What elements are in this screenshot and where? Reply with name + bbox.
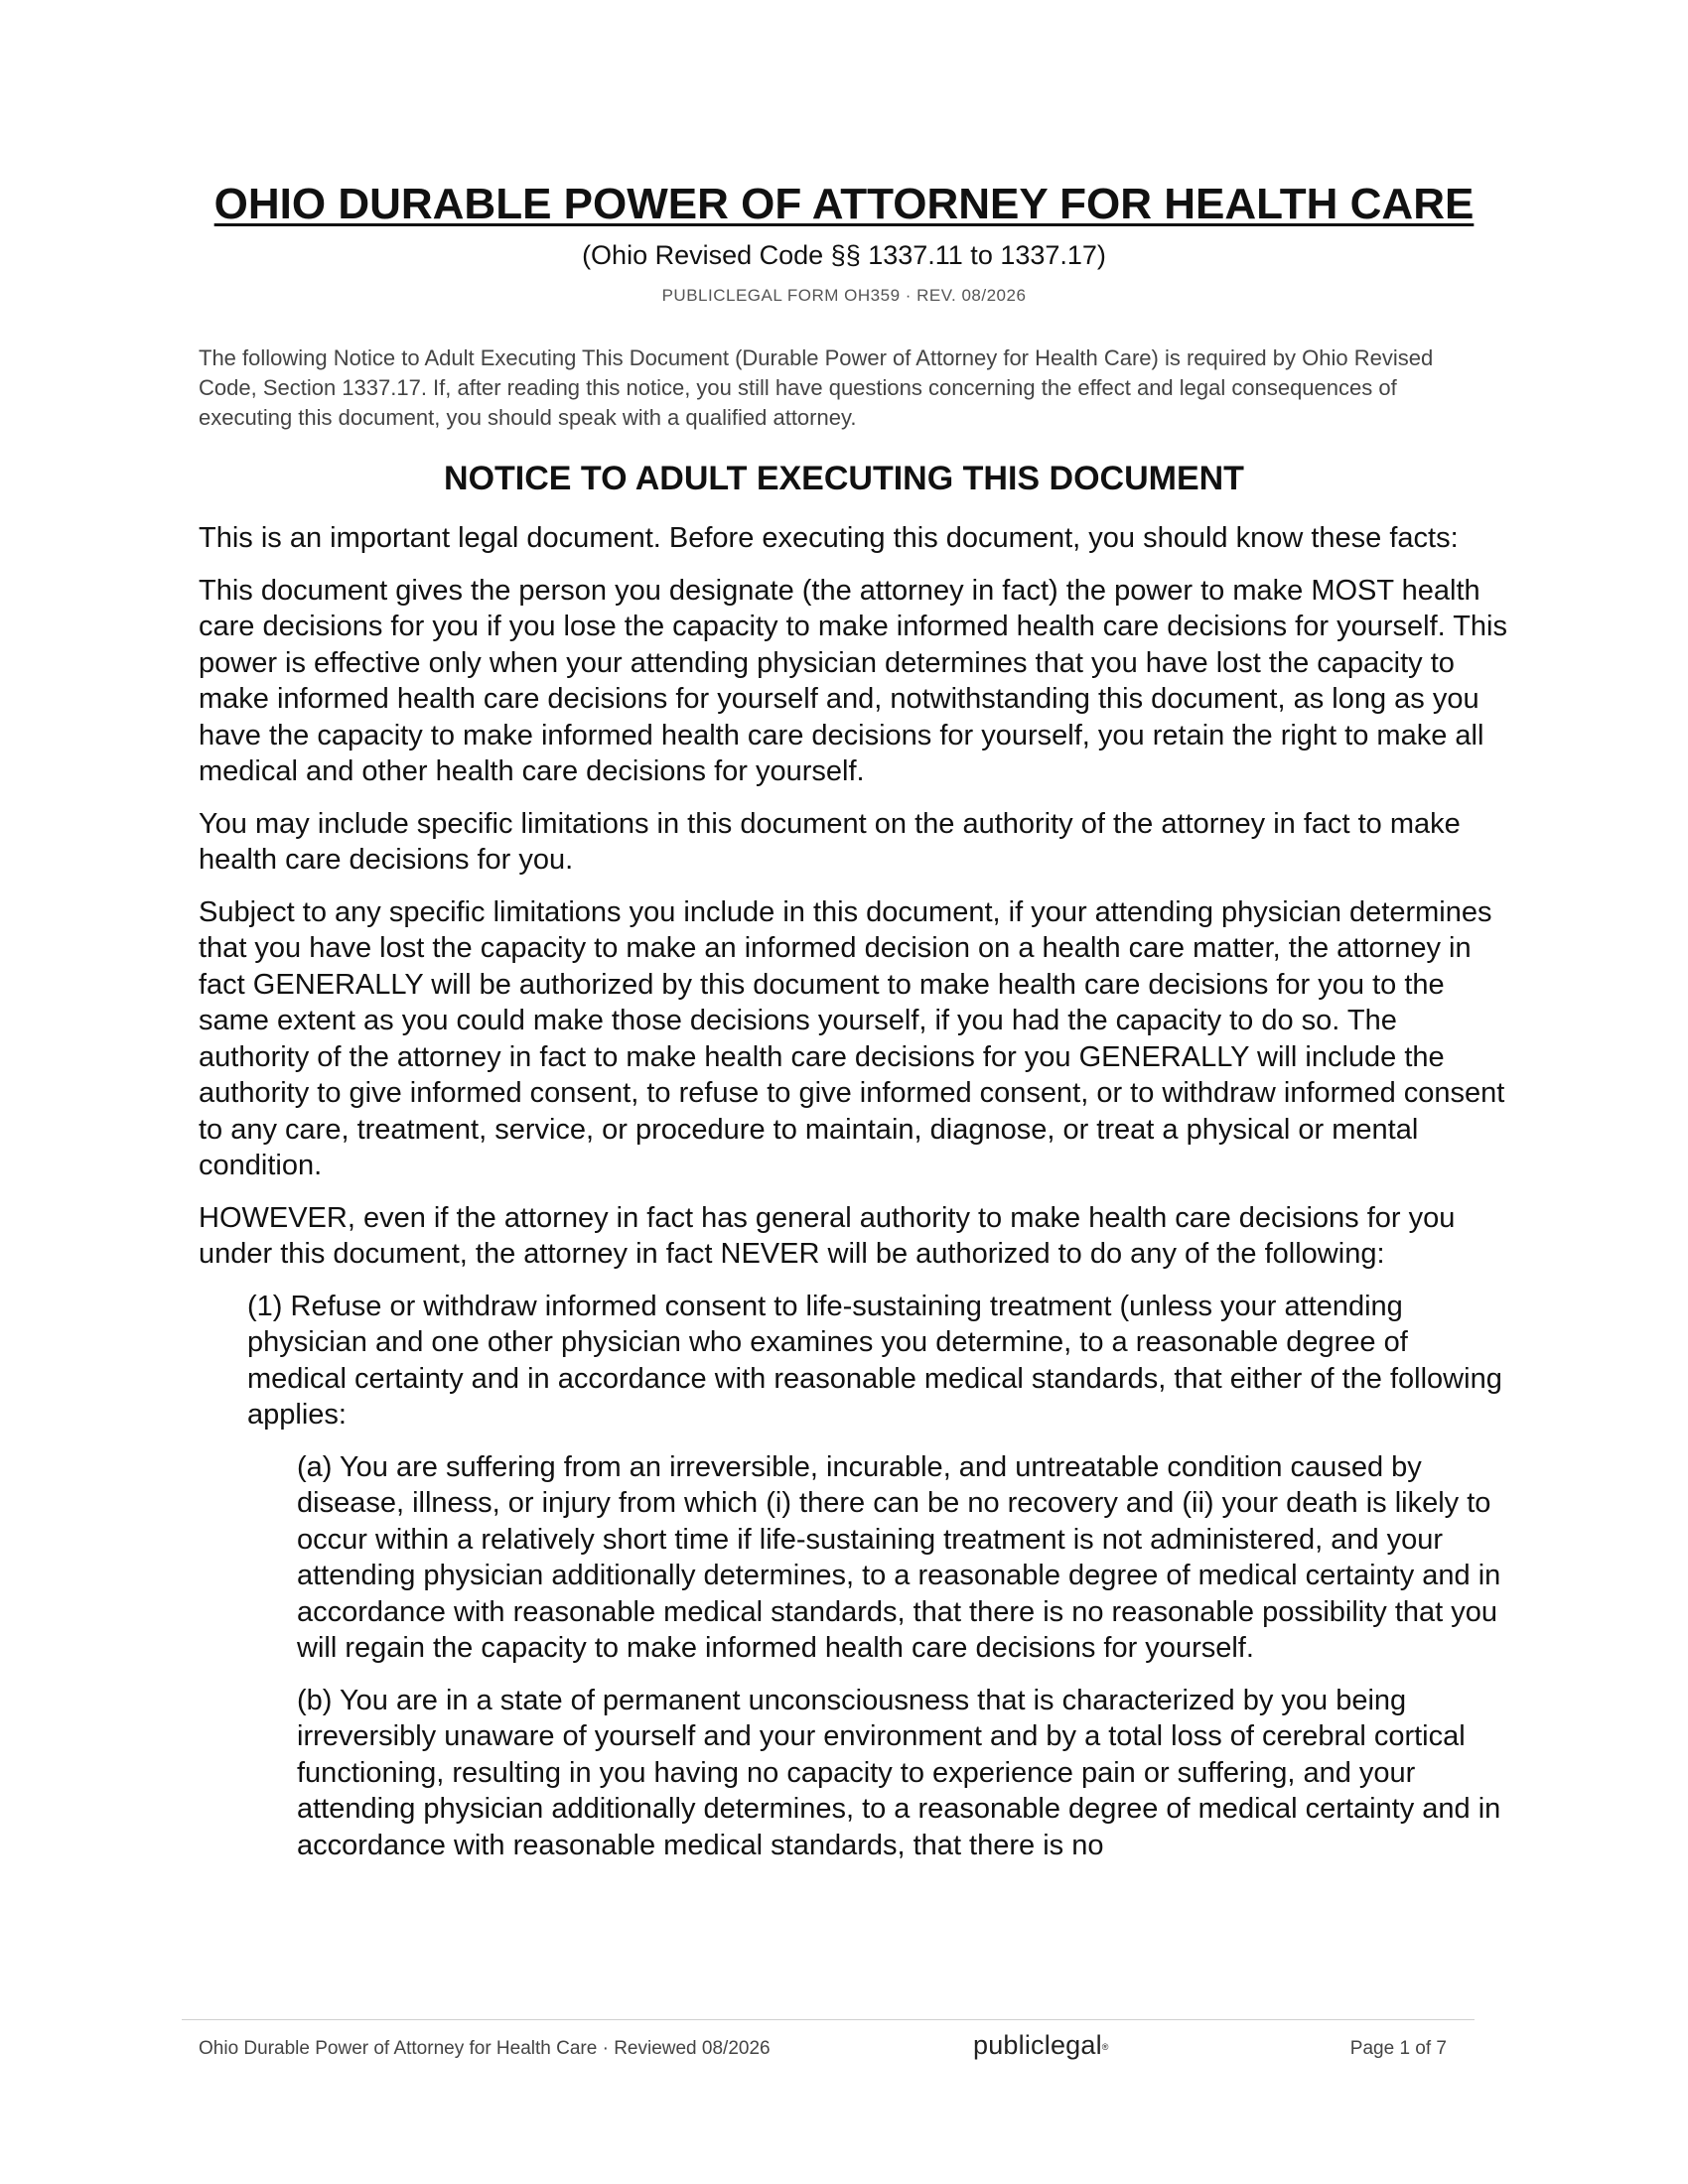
footer-divider — [182, 2019, 1475, 2020]
paragraph: This is an important legal document. Before executing this document, you should know these facts: — [199, 522, 1459, 554]
form-id: PUBLICLEGAL FORM OH359 · REV. 08/2026 — [661, 286, 1027, 305]
notice-body — [199, 520, 1509, 1879]
paragraph: This document gives the person you designate (the attorney in fact) the power to make MOST health care decisions for you if you lose the capacity to make informed health care decisions for yourself. This power is effective only when your attending physician determines that you have lost the capacity to make informed health care decisions for yourself and, notwithstanding this document, as long as you have the capacity to make informed health care decisions for yourself, you retain the right to make all medical and other health care decisions for yourself. — [199, 574, 1507, 787]
logo-text: publiclegal — [973, 2030, 1102, 2060]
registered-mark-icon: ® — [1101, 2042, 1109, 2052]
paragraph: HOWEVER, even if the attorney in fact has general authority to make health care decisions for you under this document, the attorney in fact NEVER will be authorized to do any of the following: — [199, 1201, 1456, 1270]
list-item-1a: (a) You are suffering from an irreversible, incurable, and untreatable condition caused by disease, illness, or injury from which (i) there can be no recovery and (ii) your death is likely to occur within a relatively short time if life-sustaining treatment is not administered, and your attending physician additionally determines, to a reasonable degree of medical certainty and in accordance with reasonable medical standards, that there is no reasonable possibility that you will regain the capacity to make informed health care decisions for yourself. — [297, 1450, 1501, 1664]
list-item-1b: (b) You are in a state of permanent unconsciousness that is characterized by you being irreversibly unaware of yourself and your environment and by a total loss of cerebral cortical functioning, resulting in you having no capacity to experience pain or suffering, and your attending physician additionally determines, to a reasonable degree of medical certainty and in accordance with reasonable medical standards, that there is no — [297, 1684, 1501, 1861]
statute-citation: (Ohio Revised Code §§ 1337.11 to 1337.17) — [582, 240, 1106, 270]
page-number: Page 1 of 7 — [1349, 2038, 1447, 2059]
intro-notice: The following Notice to Adult Executing This Document (Durable Power of Attorney for Health Care) is required by Ohio Revised Code, Section 1337.17. If, after reading this notice, you still have questions concerning the effect and legal consequences of executing this document, you should speak with a qualified attorney. — [199, 345, 1434, 430]
publiclegal-logo — [973, 2029, 1109, 2061]
paragraph: You may include specific limitations in this document on the authority of the attorney in fact to make health care decisions for you. — [199, 807, 1461, 876]
paragraph: Subject to any specific limitations you include in this document, if your attending physician determines that you have lost the capacity to make an informed decision on a health care matter, the attorney in fact GENERALLY will be authorized by this document to make health care decisions for you to the same extent as you could make those decisions yourself, if you had the capacity to do so. The authority of the attorney in fact to make health care decisions for you GENERALLY will include the authority to give informed consent, to refuse to give informed consent, or to withdraw informed consent to any care, treatment, service, or procedure to maintain, diagnose, or treat a physical or mental condition. — [199, 895, 1505, 1181]
document-title-text: OHIO DURABLE POWER OF ATTORNEY FOR HEALTH CARE — [213, 180, 1475, 228]
document-title — [0, 177, 1688, 232]
footer-document-label: Ohio Durable Power of Attorney for Health Care · Reviewed 08/2026 — [199, 2038, 771, 2059]
list-item-1: (1) Refuse or withdraw informed consent to life-sustaining treatment (unless your attending physician and one other physician who examines you determine, to a reasonable degree of medical certainty and in accordance with reasonable medical standards, that either of the following applies: — [247, 1290, 1502, 1431]
section-heading: NOTICE TO ADULT EXECUTING THIS DOCUMENT — [444, 460, 1244, 497]
